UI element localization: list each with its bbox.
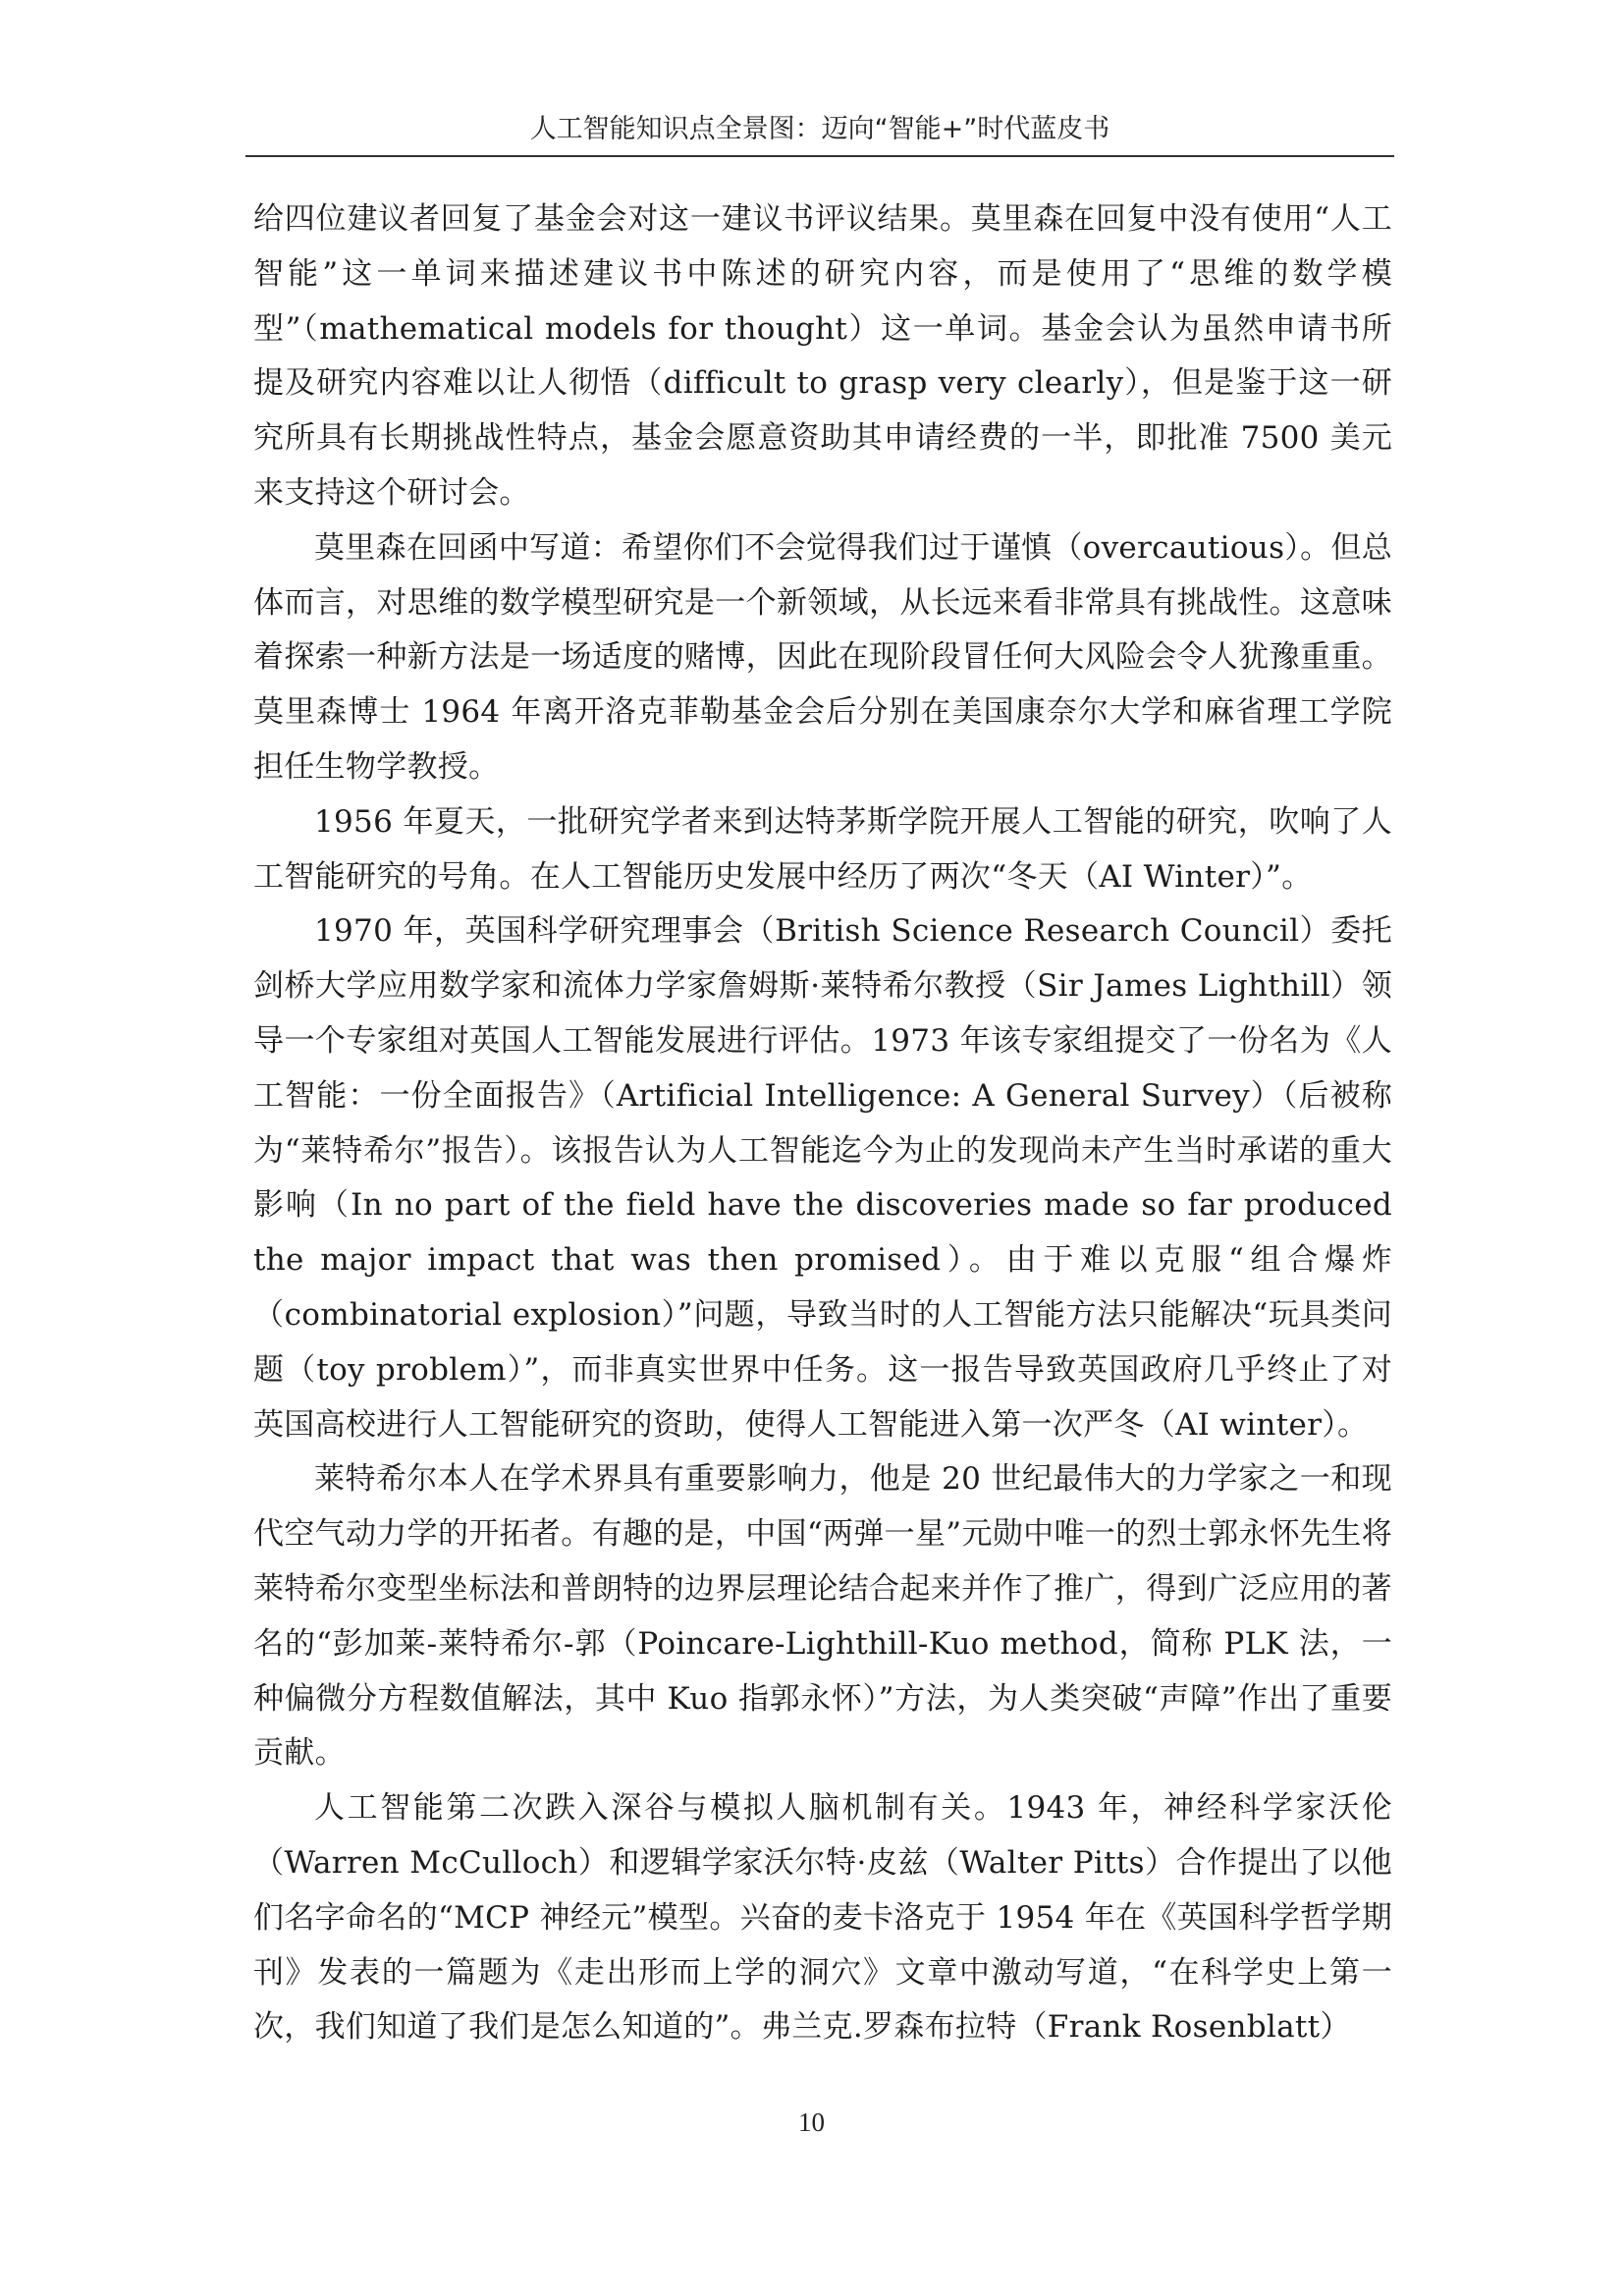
paragraph: 人工智能第二次跌入深谷与模拟人脑机制有关。1943 年，神经科学家沃伦（Warren McCulloch）和逻辑学家沃尔特·皮兹（Walter Pitts）合作提出了以他们名字命名的“MCP 神经元”模型。兴奋的麦卡洛克于 1954 年在《英国科学哲学期刊》发表的一篇题为《走出形而上学的洞穴》文章中激动写道，“在科学史上第一次，我们知道了我们是怎么知道的”。弗兰克.罗森布拉特（Frank Rosenblatt） <box>253 1790 1392 2046</box>
paragraph: 莱特希尔本人在学术界具有重要影响力，他是 20 世纪最伟大的力学家之一和现代空气动力学的开拓者。有趣的是，中国“两弹一星”元勋中唯一的烈士郭永怀先生将莱特希尔变型坐标法和普朗特的边界层理论结合起来并作了推广，得到广泛应用的著名的“彭加莱-莱特希尔-郭（Poincare-Lighthill-Kuo method，简称 PLK 法，一种偏微分方程数值解法，其中 Kuo 指郭永怀）”方法，为人类突破“声障”作出了重要贡献。 <box>253 1461 1392 1772</box>
header-rule <box>245 155 1394 157</box>
page-number: 10 <box>798 2107 825 2137</box>
paragraph: 莫里森在回函中写道：希望你们不会觉得我们过于谨慎（overcautious）。但总体而言，对思维的数学模型研究是一个新领域，从长远来看非常具有挑战性。这意味着探索一种新方法是一场适度的赌博，因此在现阶段冒任何大风险会令人犹豫重重。莫里森博士 1964 年离开洛克菲勒基金会后分别在美国康奈尔大学和麻省理工学院担任生物学教授。 <box>253 529 1392 785</box>
paragraph: 1970 年，英国科学研究理事会（British Science Research Council）委托剑桥大学应用数学家和流体力学家詹姆斯·莱特希尔教授（Sir James Lighthill）领导一个专家组对英国人工智能发展进行评估。1973 年该专家组提交了一份名为《人工智能：一份全面报告》（Artificial Intelligence: A General Survey）（后被称为“莱特希尔”报告）。该报告认为人工智能迄今为止的发现尚未产生当时承诺的重大影响（In no part of the field have the discoveries made so far produced the major impact that was then promised）。由于难以克服“组合爆炸（combinatorial explosion）”问题，导致当时的人工智能方法只能解决“玩具类问题（toy problem）”，而非真实世界中任务。这一报告导致英国政府几乎终止了对英国高校进行人工智能研究的资助，使得人工智能进入第一次严冬（AI winter）。 <box>253 913 1392 1443</box>
body-text <box>253 192 1392 2055</box>
paragraph: 给四位建议者回复了基金会对这一建议书评议结果。莫里森在回复中没有使用“人工智能”这一单词来描述建议书中陈述的研究内容，而是使用了“思维的数学模型”（mathematical models for thought）这一单词。基金会认为虽然申请书所提及研究内容难以让人彻悟（difficult to grasp very clearly），但是鉴于这一研究所具有长期挑战性特点，基金会愿意资助其申请经费的一半，即批准 7500 美元来支持这个研讨会。 <box>253 201 1392 511</box>
paragraph: 1956 年夏天，一批研究学者来到达特茅斯学院开展人工智能的研究，吹响了人工智能研究的号角。在人工智能历史发展中经历了两次“冬天（AI Winter）”。 <box>253 803 1392 895</box>
running-header: 人工智能知识点全景图：迈向“智能+”时代蓝皮书 <box>529 114 1110 144</box>
